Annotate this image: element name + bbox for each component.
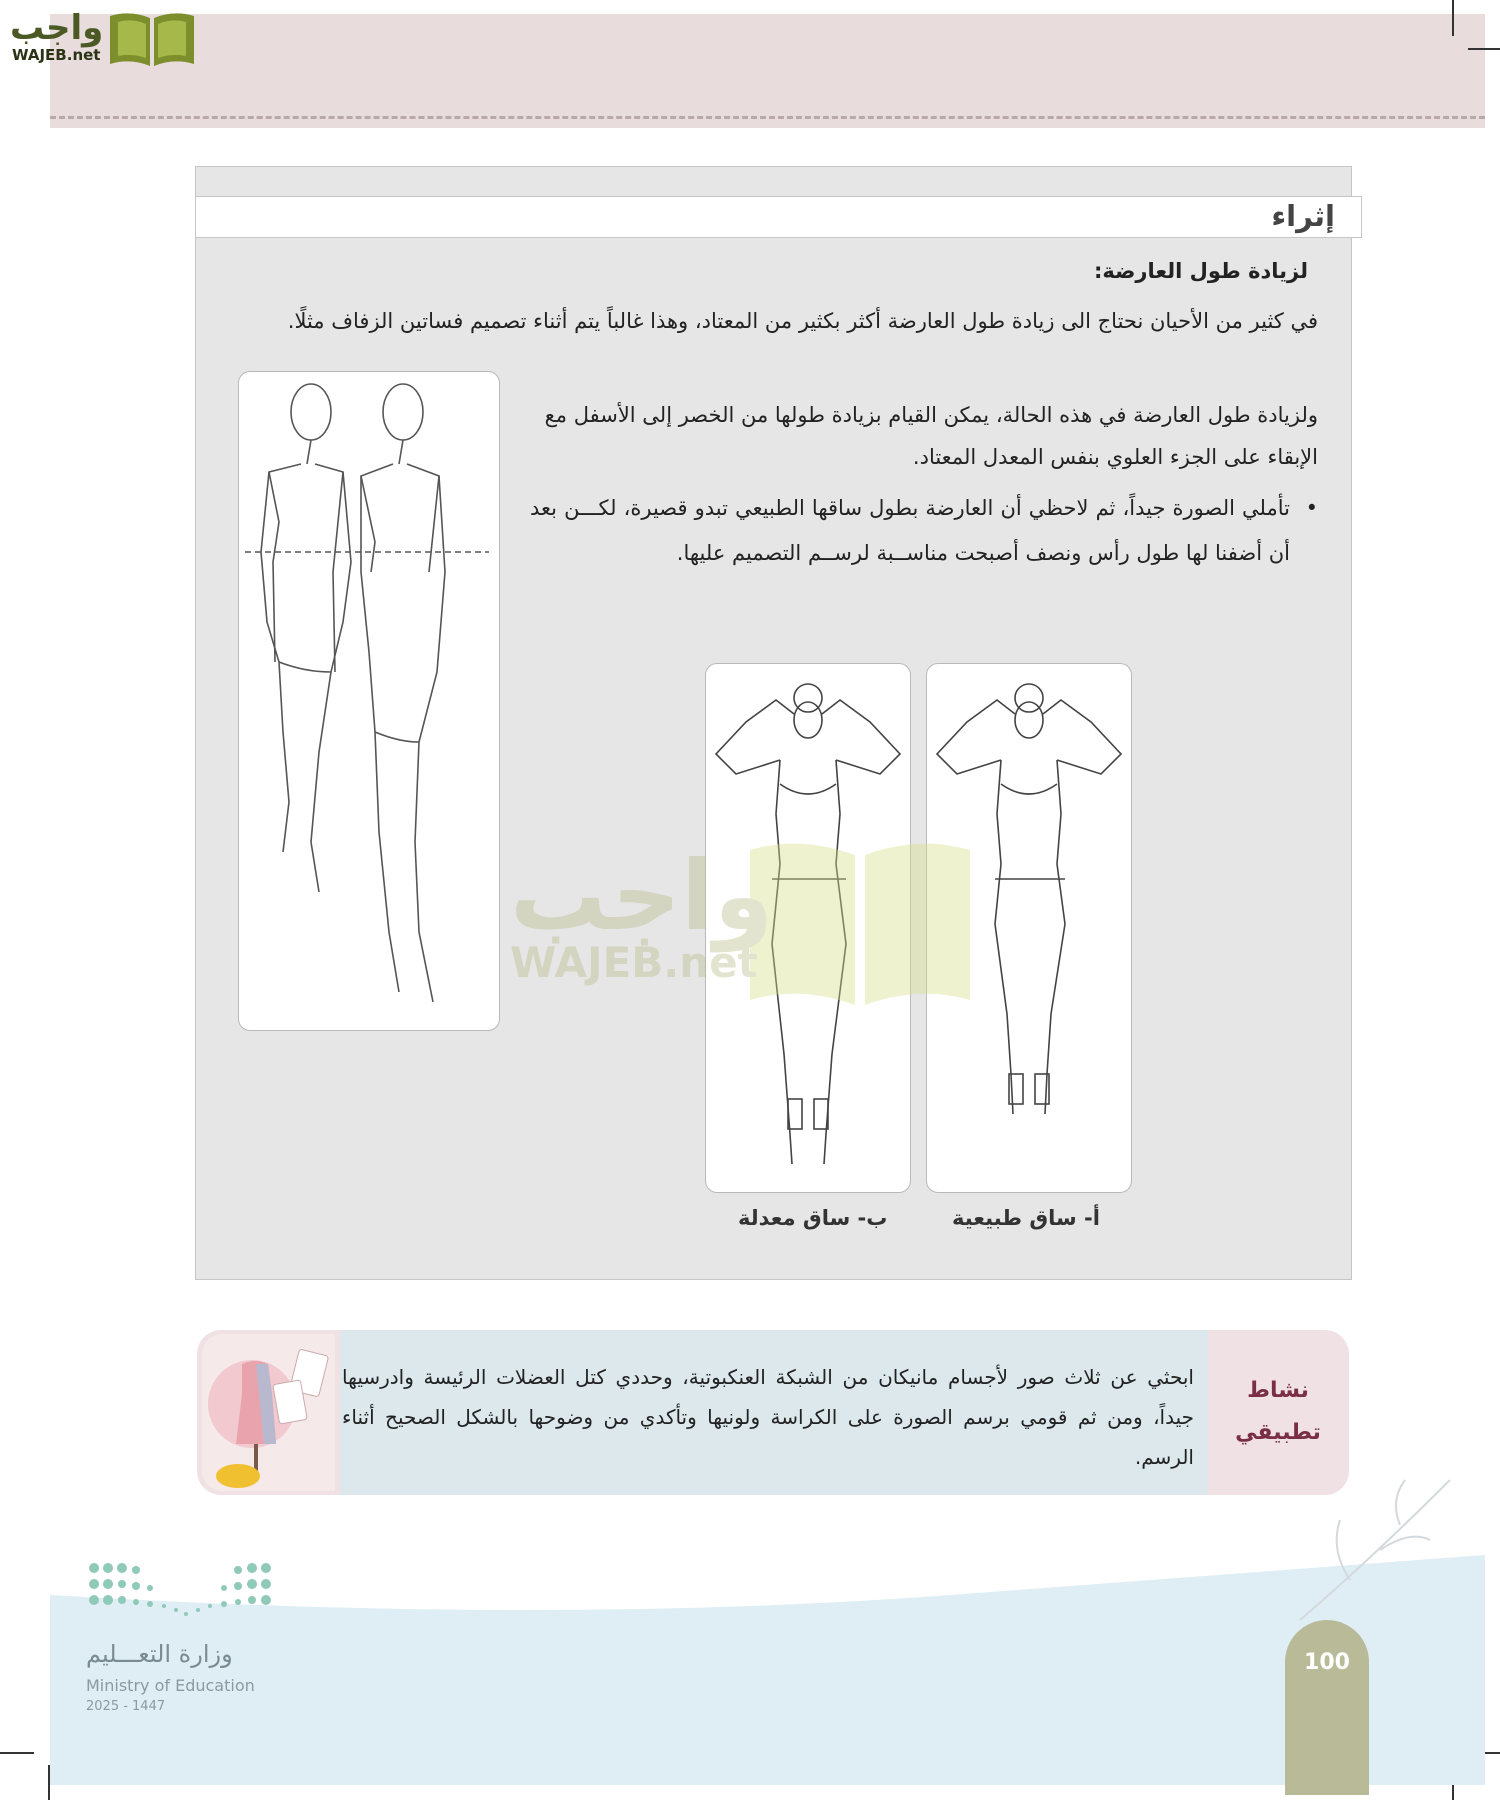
ministry-dots-logo xyxy=(86,1560,276,1624)
watermark-book-icon xyxy=(740,830,980,1010)
watermark-arabic: واجب xyxy=(510,840,774,952)
logo-arabic: واجب xyxy=(10,8,104,48)
bullet-observe: تأملي الصورة جيداً، ثم لاحظي أن العارضة بطول ساقها الطبيعي تبدو قصيرة، لكـــن بعد أن أضفنا لها طول رأس ونصف أصبحت مناســبة لرســم التصميم عليها. xyxy=(530,496,1290,565)
page-number-tab xyxy=(1285,1620,1369,1795)
enrichment-title: إثراء xyxy=(1271,199,1335,233)
wajeb-logo[interactable] xyxy=(10,8,190,68)
activity-illustration xyxy=(202,1334,335,1491)
crop-mark xyxy=(0,1752,34,1754)
caption-natural-leg: أ- ساق طبيعية xyxy=(952,1206,1100,1230)
section-subtitle: لزيادة طول العارضة: xyxy=(1093,259,1308,283)
croquis-figures-illustration xyxy=(239,372,499,1030)
activity-label-line1: نشاط xyxy=(1247,1378,1309,1403)
page-number: 100 xyxy=(1304,1650,1350,1675)
bullet-icon: • xyxy=(1305,496,1318,520)
ministry-name-arabic: وزارة التعـــليم xyxy=(86,1640,233,1668)
logo-latin: WAJEB.net xyxy=(12,46,101,64)
paragraph-method: ولزيادة طول العارضة في هذه الحالة، يمكن القيام بزيادة طولها من الخصر إلى الأسفل مع الإبقاء على الجزء العلوي بنفس المعدل المعتاد. xyxy=(544,403,1318,469)
wajeb-watermark xyxy=(500,830,980,1010)
header-dashed-line xyxy=(50,116,1485,119)
watermark-latin: WAJEB.net xyxy=(510,938,758,987)
activity-text: ابحثي عن ثلاث صور لأجسام مانيكان من الشبكة العنكبوتية، وحددي كتل العضلات الرئيسة وادرسيها جيداً، ومن ثم قومي برسم الصورة على الكراسة ولونيها وتأكدي من وضوحها بالشكل الصحيح أثناء الرسم. xyxy=(342,1365,1194,1469)
header-band xyxy=(50,14,1485,128)
crop-mark xyxy=(1468,48,1500,50)
book-icon xyxy=(106,8,198,68)
paragraph-intro: في كثير من الأحيان نحتاج الى زيادة طول العارضة أكثر بكثير من المعتاد، وهذا غالباً يتم أثناء تصميم فساتين الزفاف مثلًا. xyxy=(287,309,1318,333)
crop-mark xyxy=(1452,0,1454,36)
branch-decoration xyxy=(1290,1470,1460,1630)
ministry-year: 2025 - 1447 xyxy=(86,1699,166,1714)
activity-label-line2: تطبيقي xyxy=(1235,1420,1321,1445)
ministry-name-english: Ministry of Education xyxy=(86,1676,255,1695)
activity-label xyxy=(1213,1370,1343,1454)
mannequin-icon xyxy=(202,1334,335,1491)
caption-modified-leg: ب- ساق معدلة xyxy=(738,1206,888,1230)
enrichment-header xyxy=(195,196,1362,238)
croquis-sketch-image xyxy=(238,371,500,1031)
